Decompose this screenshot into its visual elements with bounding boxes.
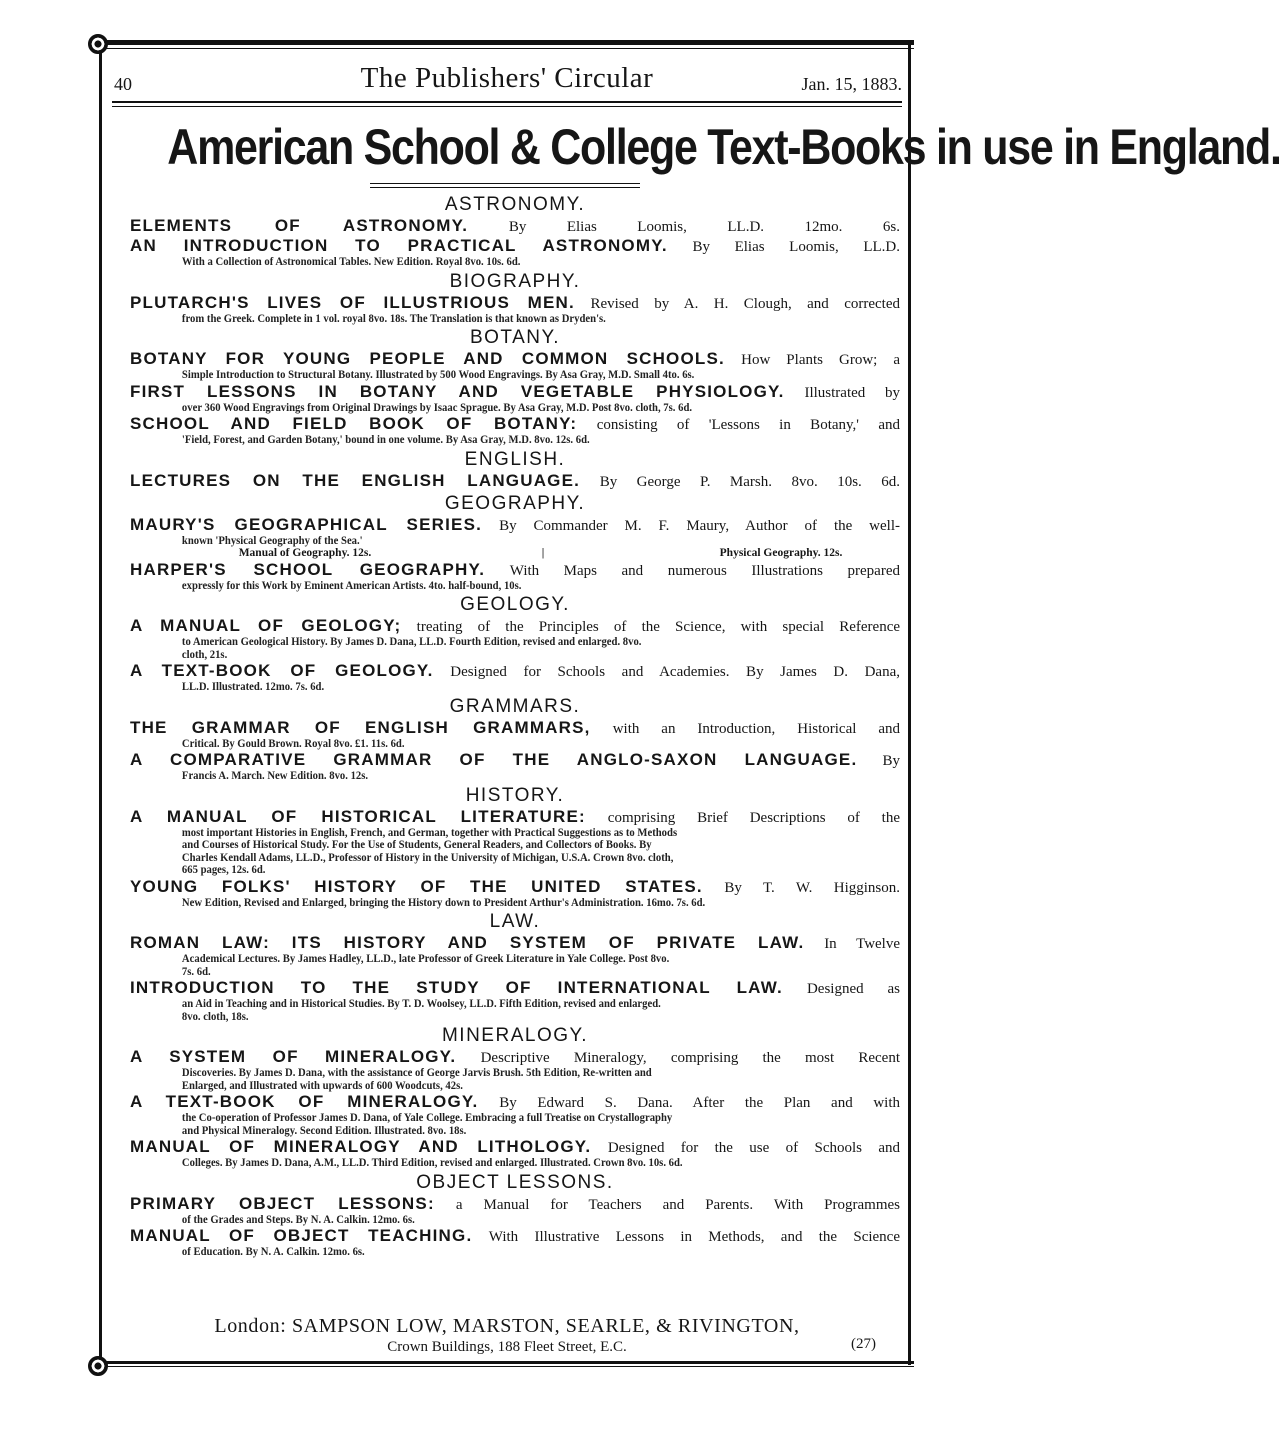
book-title: ELEMENTS OF ASTRONOMY.: [130, 216, 469, 235]
subject-section: [130, 194, 900, 269]
book-description: By T. W. Higginson.: [724, 879, 900, 896]
book-entry: [130, 1195, 900, 1227]
publisher-imprint: [112, 1314, 902, 1356]
book-details: Charles Kendall Adams, LL.D., Professor of History in the University of Michigan, U.S.A. Crown 8vo. cloth,: [181, 851, 674, 864]
book-title: PLUTARCH'S LIVES OF ILLUSTRIOUS MEN.: [130, 292, 575, 312]
book-description: By: [882, 753, 900, 769]
section-heading: GEOGRAPHY.: [444, 492, 586, 514]
header-rule: [112, 101, 902, 103]
subject-section: [130, 327, 900, 447]
banner-rule: [370, 187, 640, 188]
corner-ornament-icon: [88, 34, 108, 54]
subject-section: [130, 696, 900, 783]
book-entry: [130, 617, 900, 661]
book-title: THE GRAMMAR OF ENGLISH GRAMMARS,: [130, 717, 591, 737]
book-title: PRIMARY OBJECT LESSONS:: [130, 1193, 435, 1213]
subject-section: [130, 493, 900, 593]
book-title: MANUAL OF OBJECT TEACHING.: [130, 1226, 473, 1245]
section-heading: LAW.: [489, 911, 541, 932]
book-details: Simple Introduction to Structural Botany. Illustrated by 500 Wood Engravings. By Asa Gray, M.D. Small 4to. 6s.: [181, 369, 695, 381]
book-description: How Plants Grow; a: [741, 352, 901, 368]
subject-section: [130, 911, 900, 1023]
book-details: Critical. By Gould Brown. Royal 8vo. £1. 11s. 6d.: [181, 737, 405, 750]
entry-line: [130, 217, 900, 236]
book-details: and Physical Mineralogy. Second Edition. Illustrated. 8vo. 18s.: [181, 1124, 467, 1137]
book-details: 'Field, Forest, and Garden Botany,' bound in one volume. By Asa Gray, M.D. 8vo. 12s. 6d.: [181, 434, 590, 446]
book-details: of the Grades and Steps. By N. A. Calkin. 12mo. 6s.: [181, 1213, 415, 1226]
book-details: the Co-operation of Professor James D. Dana, of Yale College. Embracing a full Treatise on Crystallography: [181, 1112, 673, 1124]
book-entry: [130, 934, 900, 978]
entry-line: [130, 751, 900, 770]
entry-line: [130, 1093, 900, 1112]
book-title: HARPER'S SCHOOL GEOGRAPHY.: [130, 559, 486, 579]
book-title: YOUNG FOLKS' HISTORY OF THE UNITED STATES.: [130, 876, 703, 896]
split-cell: Physical Geography. 12s.: [719, 547, 843, 559]
book-entry: [130, 979, 900, 1023]
book-details: and Courses of Historical Study. For the Use of Students, General Readers, and Collectors of Books. By: [181, 839, 652, 851]
book-title: MANUAL OF MINERALOGY AND LITHOLOGY.: [130, 1137, 592, 1156]
book-listing: [130, 192, 900, 1260]
book-description: Designed for the use of Schools and: [607, 1140, 900, 1156]
entry-line: [130, 516, 900, 535]
imprint-line-2: Crown Buildings, 188 Fleet Street, E.C.: [387, 1339, 627, 1355]
book-details: over 360 Wood Engravings from Original Drawings by Isaac Sprague. By Asa Gray, M.D. Post 8vo. cloth, 7s. 6d.: [181, 401, 693, 414]
book-entry: [130, 516, 900, 560]
split-cell: |: [541, 547, 545, 559]
book-description: comprising Brief Descriptions of the: [607, 809, 900, 826]
book-description: Designed as: [806, 981, 900, 997]
book-title: A COMPARATIVE GRAMMAR OF THE ANGLO-SAXON LANGUAGE.: [130, 750, 858, 769]
section-heading: MINERALOGY.: [441, 1025, 589, 1046]
book-description: With Illustrative Lessons in Methods, and the Science: [488, 1229, 900, 1245]
book-details: Francis A. March. New Edition. 8vo. 12s.: [181, 770, 369, 782]
subject-section: [130, 594, 900, 694]
publication-title: The Publishers' Circular: [360, 62, 654, 94]
book-description: treating of the Principles of the Science, with special Reference: [416, 619, 901, 635]
book-details: 7s. 6d.: [181, 965, 211, 978]
book-title: INTRODUCTION TO THE STUDY OF INTERNATIONAL LAW.: [130, 978, 783, 997]
subject-section: [130, 271, 900, 326]
imprint-line-1: London: SAMPSON LOW, MARSTON, SEARLE, & RIVINGTON,: [214, 1315, 800, 1337]
banner-rule: [370, 183, 640, 184]
book-details: With a Collection of Astronomical Tables. New Edition. Royal 8vo. 10s. 6d.: [181, 256, 521, 268]
book-details: 665 pages, 12s. 6d.: [181, 864, 266, 876]
entry-line: [130, 237, 900, 256]
running-header: [112, 62, 902, 96]
entry-line: [130, 1048, 900, 1067]
book-title: MAURY'S GEOGRAPHICAL SERIES.: [130, 514, 483, 534]
book-title: BOTANY FOR YOUNG PEOPLE AND COMMON SCHOOLS.: [130, 349, 725, 368]
book-description: with an Introduction, Historical and: [612, 720, 900, 737]
book-details: Colleges. By James D. Dana, A.M., LL.D. Third Edition, revised and enlarged. Illustrated. Crown 8vo. 10s. 6d.: [181, 1157, 683, 1169]
section-heading: ASTRONOMY.: [444, 194, 586, 215]
entry-line: [130, 662, 900, 681]
advert-number: (27): [851, 1336, 876, 1352]
book-description: In Twelve: [824, 936, 901, 952]
book-description: Revised by A. H. Clough, and corrected: [590, 295, 901, 312]
subject-section: [130, 1172, 900, 1259]
book-entry: [130, 217, 900, 236]
book-details: 8vo. cloth, 18s.: [181, 1010, 249, 1023]
book-title: A TEXT-BOOK OF MINERALOGY.: [130, 1092, 479, 1111]
book-details: of Education. By N. A. Calkin. 12mo. 6s.: [181, 1246, 365, 1258]
book-details: an Aid in Teaching and in Historical Studies. By T. D. Woolsey, LL.D. Fifth Edition, revised and enlarged.: [181, 998, 661, 1010]
entry-line: [130, 878, 900, 897]
section-heading: HISTORY.: [465, 784, 565, 806]
book-title: LECTURES ON THE ENGLISH LANGUAGE.: [130, 470, 581, 490]
entry-line: [130, 472, 900, 491]
book-details: LL.D. Illustrated. 12mo. 7s. 6d.: [181, 681, 325, 693]
book-details: known 'Physical Geography of the Sea.': [181, 534, 363, 547]
entry-line: [130, 808, 900, 827]
header-rule-thin: [112, 106, 902, 107]
book-title: AN INTRODUCTION TO PRACTICAL ASTRONOMY.: [130, 236, 668, 255]
book-description: By Edward S. Dana. After the Plan and with: [499, 1095, 901, 1111]
entry-line: [130, 719, 900, 738]
book-details: from the Greek. Complete in 1 vol. royal 8vo. 18s. The Translation is that known as Dryden's.: [181, 312, 606, 325]
entry-line: [130, 561, 900, 580]
book-details: Academical Lectures. By James Hadley, LL.D., late Professor of Greek Literature in Yale College. Post 8vo.: [181, 953, 670, 965]
book-title: SCHOOL AND FIELD BOOK OF BOTANY:: [130, 414, 578, 433]
entry-line: [130, 1138, 900, 1157]
book-entry: [130, 1093, 900, 1137]
book-title: A MANUAL OF GEOLOGY;: [130, 616, 402, 635]
issue-date: Jan. 15, 1883.: [801, 74, 902, 94]
corner-ornament-icon: [88, 1356, 108, 1376]
book-entry: [130, 561, 900, 593]
book-entry: [130, 719, 900, 751]
book-description: By Commander M. F. Maury, Author of the well-: [499, 517, 900, 534]
book-entry: [130, 472, 900, 491]
book-description: consisting of 'Lessons in Botany,' and: [596, 417, 901, 433]
entry-line: [130, 294, 900, 313]
bottom-rule-thin: [92, 1366, 914, 1367]
section-heading: GRAMMARS.: [449, 695, 581, 717]
entry-line: [130, 934, 900, 953]
book-details: Enlarged, and Illustrated with upwards of 600 Woodcuts, 42s.: [181, 1079, 463, 1092]
book-description: By Elias Loomis, LL.D.: [692, 239, 900, 255]
section-heading: GEOLOGY.: [460, 594, 570, 615]
advert-banner-title: American School & College Text-Books in use in England.: [167, 119, 1281, 175]
book-entry: [130, 1227, 900, 1259]
entry-line: [130, 617, 900, 636]
book-description: a Manual for Teachers and Parents. With Programmes: [455, 1196, 901, 1213]
entry-line: [130, 383, 900, 402]
entry-line: [130, 979, 900, 998]
entry-line: [130, 350, 900, 369]
entry-line: [130, 1227, 900, 1246]
book-details-split: [130, 547, 900, 560]
book-entry: [130, 415, 900, 447]
book-title: A TEXT-BOOK OF GEOLOGY.: [130, 661, 434, 680]
book-title: A SYSTEM OF MINERALOGY.: [130, 1047, 457, 1066]
section-heading: BOTANY.: [469, 327, 561, 348]
subject-section: [130, 449, 900, 491]
entry-line: [130, 1195, 900, 1214]
book-details: most important Histories in English, French, and German, together with Practical Suggestions as to Methods: [181, 826, 678, 839]
book-description: Designed for Schools and Academies. By James D. Dana,: [450, 664, 900, 680]
split-cell: Manual of Geography. 12s.: [238, 547, 372, 559]
subject-section: [130, 1025, 900, 1170]
page-number: 40: [114, 74, 132, 94]
book-entry: [130, 751, 900, 783]
book-title: A MANUAL OF HISTORICAL LITERATURE:: [130, 806, 586, 826]
bottom-rule: [92, 1361, 914, 1364]
book-entry: [130, 1138, 900, 1170]
section-heading: ENGLISH.: [464, 448, 566, 470]
book-entry: [130, 1048, 900, 1092]
book-description: By Elias Loomis, LL.D. 12mo. 6s.: [508, 219, 901, 235]
top-rule-thin: [92, 48, 914, 49]
book-description: By George P. Marsh. 8vo. 10s. 6d.: [599, 473, 901, 490]
book-description: With Maps and numerous Illustrations prepared: [509, 562, 900, 579]
book-entry: [130, 662, 900, 694]
book-title: ROMAN LAW: ITS HISTORY AND SYSTEM OF PRIVATE LAW.: [130, 933, 805, 952]
book-title: FIRST LESSONS IN BOTANY AND VEGETABLE PHYSIOLOGY.: [130, 381, 785, 401]
book-details: New Edition, Revised and Enlarged, bringing the History down to President Arthur's Administration. 16mo. 7s. 6d.: [181, 896, 706, 909]
section-heading: OBJECT LESSONS.: [416, 1171, 614, 1193]
book-details: Discoveries. By James D. Dana, with the assistance of George Jarvis Brush. 5th Edition, Re-written and: [181, 1067, 652, 1079]
book-entry: [130, 878, 900, 910]
book-details: cloth, 21s.: [181, 648, 228, 661]
book-entry: [130, 808, 900, 877]
subject-section: [130, 785, 900, 910]
top-rule: [92, 40, 914, 45]
book-entry: [130, 383, 900, 415]
book-details: to American Geological History. By James D. Dana, LL.D. Fourth Edition, revised and enlarged. 8vo.: [181, 636, 642, 648]
book-description: Descriptive Mineralogy, comprising the most Recent: [480, 1050, 900, 1066]
book-details: expressly for this Work by Eminent American Artists. 4to. half-bound, 10s.: [181, 579, 522, 592]
book-entry: [130, 237, 900, 269]
section-heading: BIOGRAPHY.: [449, 270, 581, 292]
book-entry: [130, 350, 900, 382]
book-entry: [130, 294, 900, 326]
entry-line: [130, 415, 900, 434]
book-description: Illustrated by: [804, 384, 901, 401]
